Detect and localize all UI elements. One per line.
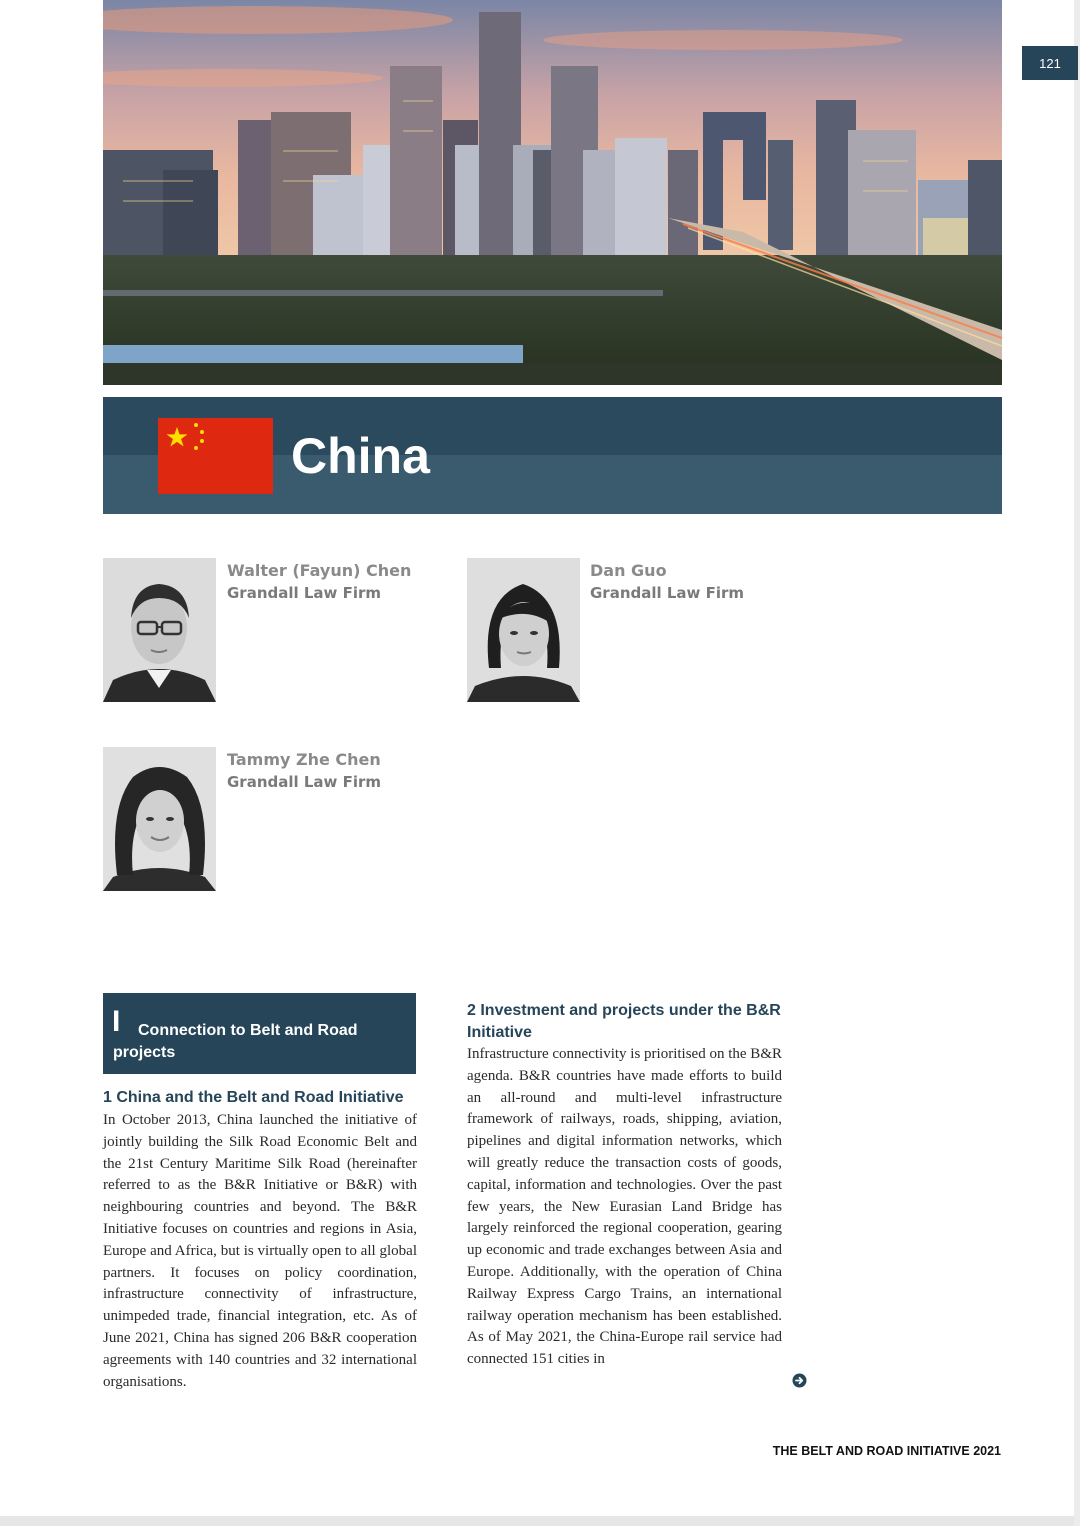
- subsection-heading: 1 China and the Belt and Road Initiative: [103, 1089, 404, 1106]
- page-right-edge: [1074, 0, 1080, 1526]
- arrow-circle-right-icon[interactable]: [792, 1373, 807, 1388]
- author-name: Tammy Zhe Chen: [227, 750, 381, 769]
- author-photo-tammy-chen: [103, 747, 216, 891]
- author-firm: Grandall Law Firm: [590, 584, 745, 602]
- author-firm: Grandall Law Firm: [227, 584, 382, 602]
- section-title-line2: projects: [113, 1044, 176, 1061]
- author-name: Walter (Fayun) Chen: [227, 561, 412, 580]
- subsection-body: Infrastructure connectivity is prioritised on the B&R agenda. B&R countries have made efforts to build an all-round and multi-level infrastructure framework of railways, roads, shipping, aviation, pipelines and digital information networks, which will greatly reduce the transaction costs of goods, capital, information and technologies. Over the past few years, the New Eurasian Land Bridge has largely reinforced the regional cooperation, gearing up economic and trade exchanges between Asia and Europe. Additionally, with the operation of China Railway Express Cargo Trains, an international railway operation mechanism has been established. As of May 2021, the China-Europe rail service had connected 151 cities in: [467, 1046, 782, 1368]
- author-firm: Grandall Law Firm: [227, 773, 382, 791]
- china-flag-icon: [158, 418, 273, 494]
- page-number-tab: [1022, 46, 1078, 80]
- country-title: China: [291, 428, 430, 484]
- subsection-heading-line1: 2 Investment and projects under the B&R: [467, 1002, 781, 1019]
- subsection-heading-line2: Initiative: [467, 1024, 532, 1041]
- publication-footer: THE BELT AND ROAD INITIATIVE 2021: [772, 1444, 1001, 1458]
- subsection-body: In October 2013, China launched the initiative of jointly building the Silk Road Economic Belt and the 21st Century Maritime Silk Road (hereinafter referred to as the B&R Initiative or B&R) with neighbouring countries and beyond. The B&R Initiative focuses on countries and regions in Asia, Europe and Africa, but is virtually open to all global partners. It focuses on policy coordination, infrastructure connectivity of infrastructure, unimpeded trade, financial integration, etc. As of June 2021, China has signed 206 B&R cooperation agreements with 140 countries and 32 international organisations.: [103, 1112, 417, 1390]
- author-photo-dan-guo: [467, 558, 580, 702]
- beijing-skyline-photo: [103, 0, 1002, 385]
- author-name: Dan Guo: [590, 561, 667, 580]
- page-bottom-shadow: [0, 1516, 1080, 1526]
- section-title-line1: Connection to Belt and Road: [138, 1022, 358, 1039]
- country-banner: [103, 397, 1002, 514]
- section-number: I: [112, 1005, 121, 1038]
- author-photo-walter-chen: [103, 558, 216, 702]
- page-number: 121: [1039, 55, 1061, 71]
- section-heading-box: [103, 993, 416, 1074]
